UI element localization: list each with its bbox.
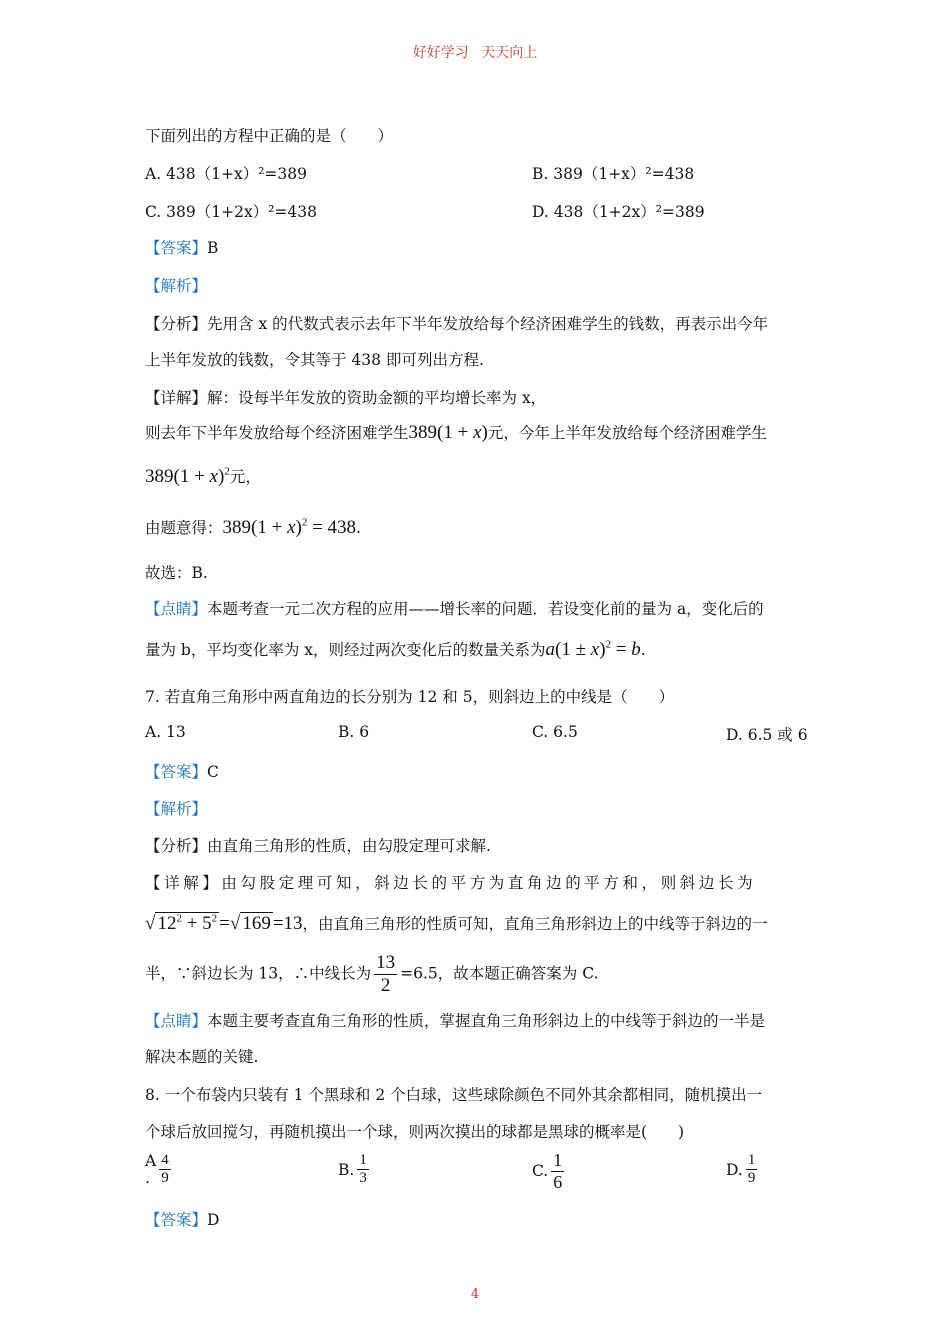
q7-detail-line3 [145,952,598,997]
fraction-1-over-9: $\frac{1}{9}$ [747,1152,756,1187]
fraction-13-over-2: $\frac{13}{2}$ [376,952,396,996]
q6-detail-line4 [145,516,361,539]
q6-detail-line2 [145,421,767,444]
q6-comment-line1 [145,597,764,619]
q8-option-a [145,1152,174,1188]
detail-text-e: . [356,519,361,537]
option-label: B. [338,1160,355,1179]
q6-analysis-tag: 【解析】 [145,277,208,295]
comment-tag: 【点睛】 [145,1012,208,1030]
q8-option-c [532,1150,567,1192]
detail-text-b: 元，今年上半年发放给每个经济困难学生 [487,424,767,442]
q7-fenxi [145,834,491,856]
option-label: C. [532,1162,549,1181]
q7-detail-line1 [145,871,756,893]
detail-tag: 【详解】 [145,874,222,892]
q6-stem: 下面列出的方程中正确的是（ ） [145,127,394,145]
answer-tag: 【答案】 [145,1211,208,1229]
q7-detail-line2 [145,912,768,935]
answer-value: D [207,1211,220,1229]
q7-analysis-tag: 【解析】 [145,800,208,818]
q6-comment-line2 [145,638,646,661]
detail-text-c: 元， [229,468,261,486]
answer-value: C [207,763,219,781]
answer-tag: 【答案】 [145,763,208,781]
page-number: 4 [470,1287,480,1302]
detail-tag: 【详解】 [145,389,208,407]
q6-fenxi-line2: 上半年发放的钱数，令其等于 438 即可列出方程. [145,351,484,369]
q7-stem: 7. 若直角三角形中两直角边的长分别为 12 和 5，则斜边上的中线是（ ） [145,688,675,706]
answer-value: B [207,239,219,257]
header-right: 天天向上 [481,45,538,61]
fenxi-tag: 【分析】 [145,837,208,855]
comment-tag: 【点睛】 [145,600,208,618]
formula-389-1x: 389(1 + x) [408,422,488,443]
q7-option-c: C. 6.5 [532,723,578,741]
page-header [0,42,950,62]
formula-general: $a(1 \pm x)^2 = b$ [545,638,641,660]
q8-stem-line1: 8. 一个布袋内只装有 1 个黑球和 2 个白球，这些球除颜色不同外其余都相同，随机摸出一 [145,1086,763,1104]
detail-text-b: ，由直角三角形的性质可知，直角三角形斜边上的中线等于斜边的一 [302,915,768,933]
fraction-1-over-3: $\frac{1}{3}$ [359,1152,367,1187]
detail-text-a: 则去年下半年发放给每个经济困难学生 [145,424,409,442]
fenxi-text: 先用含 x 的代数式表示去年下半年发放给每个经济困难学生的钱数，再表示出今年 [207,315,769,333]
formula-sqrt: √ $12^2 + 5^2$ =√ 169 =13 [145,912,303,934]
q6-detail-line3 [145,465,261,488]
comment-text: 本题主要考查直角三角形的性质，掌握直角三角形斜边上的中线等于斜边的一半是 [207,1012,766,1030]
q7-comment-line2: 解决本题的关键. [145,1048,259,1066]
detail-text: 由勾股定理可知，斜边长的平方为直角边的平方和，则斜边长为 [221,874,757,892]
detail-text-c: 半，∵斜边长为 13，∴中线长为 [145,964,372,983]
fenxi-tag: 【分析】 [145,315,208,333]
q6-answer [145,236,218,258]
q8-answer [145,1208,219,1230]
fenxi-text: 由直角三角形的性质，由勾股定理可求解. [207,837,491,855]
detail-text: 解：设每半年发放的资助金额的平均增长率为 x， [207,389,547,407]
q8-stem-line2: 个球后放回搅匀，再随机摸出一个球，则两次摸出的球都是黑球的概率是( ) [145,1123,685,1141]
q7-answer [145,760,219,782]
q8-option-b [338,1152,372,1188]
comment-text-a: 量为 b，平均变化率为 x，则经过两次变化后的数量关系为 [145,641,546,659]
q6-option-b: B. 389（1+x）²=438 [532,165,695,183]
q8-option-d [726,1152,760,1188]
q6-option-c: C. 389（1+2x）²=438 [145,203,317,221]
comment-text: 本题考查一元二次方程的应用——增长率的问题．若设变化前的量为 a，变化后的 [207,600,764,618]
q7-comment-line1 [145,1009,765,1031]
formula-equation: $389(1 + x)^2 = 438$ [222,516,357,538]
fraction-4-over-9: $\frac{4}{9}$ [161,1152,169,1187]
q7-option-a: A. 13 [145,723,186,741]
q7-option-d: D. 6.5 或 6 [726,726,808,744]
option-label: D. [726,1160,743,1179]
detail-text-d: 由题意得： [145,519,223,537]
answer-tag: 【答案】 [145,239,208,257]
q6-option-a: A. 438（1+x）²=389 [145,165,308,183]
q6-choose: 故选：B. [145,564,208,582]
comment-text-b: . [640,641,646,659]
option-label: A . [145,1151,157,1187]
q7-option-b: B. 6 [338,723,370,741]
formula-389-1x-squared: $389(1 + x)^2$ [145,465,230,487]
detail-text-d: =6.5，故本题正确答案为 C. [400,964,599,983]
header-left: 好好学习 [412,45,469,61]
q6-fenxi-line1 [145,312,768,334]
fraction-1-over-6: $\frac{1}{6}$ [553,1150,563,1192]
q6-option-d: D. 438（1+2x）²=389 [532,203,705,221]
q6-detail-line1 [145,386,546,408]
